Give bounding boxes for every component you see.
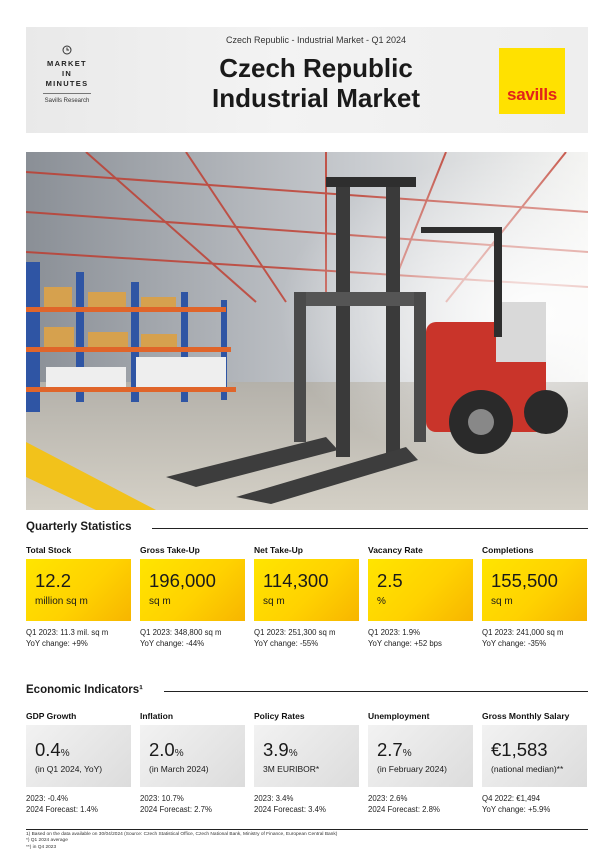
stat-comparison: Q1 2023: 11.3 mil. sq m xyxy=(26,628,109,637)
footnote: 1) Based on the data available on 30/04/2024 (Source: Czech Statistical Office, Czech National Bank, Ministry of Finance, European Central Bank) xyxy=(26,832,338,837)
indicator-forecast: 2024 Forecast: 2.7% xyxy=(140,805,212,814)
indicator-footnote xyxy=(254,793,359,815)
warehouse-illustration xyxy=(26,152,588,510)
indicator-value xyxy=(149,739,184,761)
indicator-number: €1,583 xyxy=(491,739,548,760)
warehouse-forklift-photo xyxy=(26,152,588,510)
economic-indicators-title: Economic Indicators¹ xyxy=(26,684,143,696)
indicator-unit: (national median)** xyxy=(491,764,564,774)
indicator-unit: (in February 2024) xyxy=(377,764,447,774)
indicator-number: 0.4 xyxy=(35,739,61,760)
indicator-value-box xyxy=(254,725,359,787)
stat-label: Completions xyxy=(482,545,534,555)
stat-card-vacancy-rate xyxy=(368,545,473,649)
stat-footnote xyxy=(368,627,473,649)
indicator-card-gdp-growth xyxy=(26,711,131,815)
indicator-previous: 2023: 10.7% xyxy=(140,794,184,803)
stat-value-box xyxy=(368,559,473,621)
savills-logo xyxy=(499,48,565,114)
indicator-footnote xyxy=(368,793,473,815)
footnote: *) Q1 2024 average xyxy=(26,838,68,844)
stat-card-gross-take-up xyxy=(140,545,245,649)
indicator-value xyxy=(35,739,70,761)
title-line: Czech Republic xyxy=(219,53,413,83)
stat-footnote xyxy=(482,627,587,649)
indicator-footnote xyxy=(26,793,131,815)
stat-value-box xyxy=(26,559,131,621)
indicator-value-box xyxy=(368,725,473,787)
indicator-previous: 2023: 3.4% xyxy=(254,794,294,803)
indicator-number: 3.9 xyxy=(263,739,289,760)
title-line: Industrial Market xyxy=(211,83,421,113)
indicator-forecast: 2024 Forecast: 1.4% xyxy=(26,805,98,814)
stat-comparison: Q1 2023: 241,000 sq m xyxy=(482,628,564,637)
stat-card-total-stock xyxy=(26,545,131,649)
indicator-previous: 2023: -0.4% xyxy=(26,794,69,803)
clock-icon xyxy=(62,45,72,55)
stat-yoy: YoY change: +9% xyxy=(26,639,88,648)
stat-unit: sq m xyxy=(263,596,285,607)
stat-comparison: Q1 2023: 1.9% xyxy=(368,628,421,637)
badge-line: IN xyxy=(61,69,73,78)
stat-value: 12.2 xyxy=(35,570,72,591)
quarterly-statistics-title: Quarterly Statistics xyxy=(26,521,132,533)
indicator-value xyxy=(491,739,548,761)
indicator-value xyxy=(377,739,412,761)
indicator-label: Gross Monthly Salary xyxy=(482,711,570,721)
stat-value: 196,000 xyxy=(149,570,216,591)
stat-comparison: Q1 2023: 348,800 sq m xyxy=(140,628,222,637)
stat-yoy: YoY change: -55% xyxy=(254,639,319,648)
indicator-label: Inflation xyxy=(140,711,174,721)
indicator-number: 2.0 xyxy=(149,739,175,760)
indicator-yoy: YoY change: +5.9% xyxy=(482,805,551,814)
indicator-previous: Q4 2022: €1,494 xyxy=(482,794,541,803)
indicator-unit: 3M EURIBOR* xyxy=(263,764,320,774)
indicator-suffix: % xyxy=(60,748,70,759)
stat-unit: million sq m xyxy=(35,596,88,607)
indicator-forecast: 2024 Forecast: 2.8% xyxy=(368,805,440,814)
footnote: **) in Q4 2023 xyxy=(26,844,57,850)
section-divider xyxy=(152,528,588,529)
stat-yoy: YoY change: -44% xyxy=(140,639,205,648)
indicator-value-box xyxy=(140,725,245,787)
badge-subtitle: Savills Research xyxy=(44,98,90,104)
stat-yoy: YoY change: +52 bps xyxy=(368,639,442,648)
stat-label: Vacancy Rate xyxy=(368,545,423,555)
stat-value-box xyxy=(254,559,359,621)
indicator-card-policy-rates xyxy=(254,711,359,815)
stat-label: Gross Take-Up xyxy=(140,545,200,555)
indicator-card-inflation xyxy=(140,711,245,815)
indicator-footnote xyxy=(140,793,245,815)
indicator-label: Unemployment xyxy=(368,711,430,721)
stat-unit: sq m xyxy=(491,596,513,607)
indicator-label: Policy Rates xyxy=(254,711,305,721)
report-header xyxy=(26,27,588,133)
stat-yoy: YoY change: -35% xyxy=(482,639,547,648)
stat-card-completions xyxy=(482,545,587,649)
badge-line: MARKET xyxy=(47,59,87,68)
report-title xyxy=(146,53,486,113)
stat-comparison: Q1 2023: 251,300 sq m xyxy=(254,628,336,637)
indicator-unit: (in March 2024) xyxy=(149,764,209,774)
stat-unit: % xyxy=(377,596,386,607)
stat-value-box xyxy=(482,559,587,621)
badge-divider xyxy=(43,93,91,94)
stat-value: 2.5 xyxy=(377,570,403,591)
stat-footnote xyxy=(26,627,131,649)
indicator-value xyxy=(263,739,298,761)
stat-value-box xyxy=(140,559,245,621)
indicator-suffix: % xyxy=(402,748,412,759)
badge-line: MINUTES xyxy=(45,79,89,88)
stat-label: Net Take-Up xyxy=(254,545,303,555)
indicator-number: 2.7 xyxy=(377,739,403,760)
indicator-suffix: % xyxy=(174,748,184,759)
indicator-value-box xyxy=(26,725,131,787)
indicator-footnote xyxy=(482,793,587,815)
market-in-minutes-badge xyxy=(30,45,104,104)
stat-label: Total Stock xyxy=(26,545,72,555)
indicator-card-gross-monthly-salary xyxy=(482,711,587,815)
stat-value: 155,500 xyxy=(491,570,558,591)
stat-footnote xyxy=(140,627,245,649)
indicator-label: GDP Growth xyxy=(26,711,77,721)
logo-text: savills xyxy=(507,85,557,104)
stat-unit: sq m xyxy=(149,596,171,607)
section-divider xyxy=(164,691,588,692)
indicator-suffix: % xyxy=(288,748,298,759)
stat-value: 114,300 xyxy=(263,570,329,591)
indicator-unit: (in Q1 2024, YoY) xyxy=(35,764,103,774)
indicator-forecast: 2024 Forecast: 3.4% xyxy=(254,805,326,814)
page-footnotes xyxy=(26,829,588,851)
report-subtitle: Czech Republic - Industrial Market - Q1 2024 xyxy=(225,35,407,45)
indicator-value-box xyxy=(482,725,587,787)
stat-card-net-take-up xyxy=(254,545,359,649)
indicator-previous: 2023: 2.6% xyxy=(368,794,408,803)
stat-footnote xyxy=(254,627,359,649)
indicator-card-unemployment xyxy=(368,711,473,815)
